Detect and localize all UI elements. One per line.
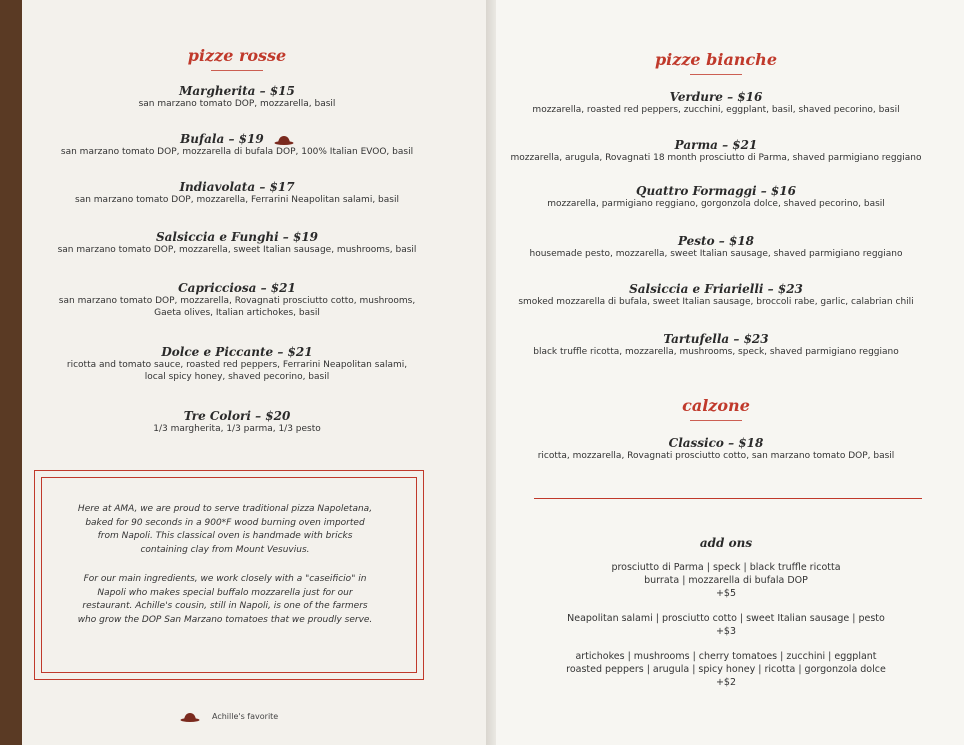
hat-icon (180, 712, 200, 722)
item-description-cont: Gaeta olives, Italian artichokes, basil (154, 308, 320, 318)
hat-icon (274, 135, 294, 145)
item-price: $16 (737, 90, 763, 104)
item-price: $18 (728, 234, 755, 248)
menu-item: Dolce e Piccante – $21 ricotta and tomato sauce, roasted red peppers, Ferrarini Neapolitan salami, local spicy honey, shaved pecorino, basil (22, 345, 452, 383)
item-description: mozzarella, arugula, Rovagnati 18 month prosciutto di Parma, shaved parmigiano reggiano (510, 153, 922, 163)
addon-group (496, 612, 956, 638)
menu-item: Parma – $21 mozzarella, arugula, Rovagnati 18 month prosciutto di Parma, shaved parmigiano reggiano (496, 138, 936, 164)
item-price: $16 (770, 184, 796, 198)
addon-price: +$5 (715, 588, 737, 599)
item-name: Tartufella (663, 332, 730, 346)
section-divider (534, 498, 922, 499)
item-name: Capricciosa (178, 281, 257, 295)
item-description: mozzarella, parmigiano reggiano, gorgonzola dolce, shaved pecorino, basil (547, 199, 885, 209)
item-description: san marzano tomato DOP, mozzarella, basil (138, 99, 336, 109)
item-name: Salsiccia e Friarielli (629, 282, 764, 296)
item-description: housemade pesto, mozzarella, sweet Italian sausage, shaved parmigiano reggiano (529, 249, 903, 259)
menu-item: Salsiccia e Friarielli – $23 smoked mozzarella di bufala, sweet Italian sausage, broccoli rabe, garlic, calabrian chili (496, 282, 936, 308)
about-paragraph-1: Here at AMA, we are proud to serve traditional pizza Napoletana, baked for 90 seconds in a 900*F wood burning oven imported from Napoli. This classical oven is handmade with bricks containing clay from Mount Vesuvius. (77, 504, 373, 555)
section-title: pizze rosse (187, 46, 287, 65)
item-name: Salsiccia e Funghi (155, 230, 279, 244)
title-underline (690, 74, 742, 75)
addons-title: add ons (699, 536, 753, 550)
menu-item: Pesto – $18 housemade pesto, mozzarella, sweet Italian sausage, shaved parmigiano reggiano (496, 234, 936, 260)
item-name: Bufala (180, 132, 225, 146)
item-name: Dolce e Piccante (161, 345, 274, 359)
item-name: Classico (668, 436, 724, 450)
item-description: san marzano tomato DOP, mozzarella, sweet Italian sausage, mushrooms, basil (57, 245, 417, 255)
item-name: Verdure (669, 90, 723, 104)
about-box (34, 470, 424, 680)
menu-item: Margherita – $15 san marzano tomato DOP, mozzarella, basil (22, 84, 452, 110)
item-description-cont: local spicy honey, shaved pecorino, basil (144, 372, 330, 382)
menu-item: Indiavolata – $17 san marzano tomato DOP, mozzarella, Ferrarini Neapolitan salami, basil (22, 180, 452, 206)
addon-line: prosciutto di Parma | speck | black truffle ricotta (611, 562, 841, 573)
item-name: Margherita (179, 84, 256, 98)
item-price: $21 (287, 345, 313, 359)
menu-item: Salsiccia e Funghi – $19 san marzano tomato DOP, mozzarella, sweet Italian sausage, mushrooms, basil (22, 230, 452, 256)
menu-item: Tre Colori – $20 1/3 margherita, 1/3 parma, 1/3 pesto (22, 409, 452, 435)
section-title: calzone (682, 396, 750, 415)
addon-group (496, 561, 956, 600)
item-name: Parma (674, 138, 718, 152)
about-paragraph-2: For our main ingredients, we work closely with a "caseificio" in Napoli who makes special buffalo mozzarella just for our restaurant. Achille's cousin, still in Napoli, is one of the farmers who grow the DOP San Marzano tomatoes that we proudly serve. (77, 574, 373, 625)
item-description: black truffle ricotta, mozzarella, mushrooms, speck, shaved parmigiano reggiano (533, 347, 899, 357)
title-underline (690, 420, 742, 421)
item-description: ricotta and tomato sauce, roasted red peppers, Ferrarini Neapolitan salami, (66, 360, 408, 370)
item-description: smoked mozzarella di bufala, sweet Italian sausage, broccoli rabe, garlic, calabrian chili (518, 297, 914, 307)
item-price: $20 (265, 409, 291, 423)
item-price: $21 (732, 138, 758, 152)
item-name: Tre Colori (183, 409, 251, 423)
addon-line: roasted peppers | arugula | spicy honey | ricotta | gorgonzola dolce (566, 664, 886, 675)
section-title: pizze bianche (654, 50, 777, 69)
item-description: 1/3 margherita, 1/3 parma, 1/3 pesto (153, 424, 321, 434)
item-description: san marzano tomato DOP, mozzarella, Ferrarini Neapolitan salami, basil (75, 195, 399, 205)
item-description: ricotta, mozzarella, Rovagnati prosciutto cotto, san marzano tomato DOP, basil (537, 451, 895, 461)
item-price: $15 (269, 84, 295, 98)
menu-page-left (22, 0, 492, 745)
pizze-rosse-header (22, 46, 452, 71)
addon-price: +$2 (715, 677, 737, 688)
item-price: $23 (777, 282, 803, 296)
menu-item: Quattro Formaggi – $16 mozzarella, parmigiano reggiano, gorgonzola dolce, shaved pecorino, basil (496, 184, 936, 210)
menu-item: Tartufella – $23 black truffle ricotta, mozzarella, mushrooms, speck, shaved parmigiano reggiano (496, 332, 936, 358)
item-price: $19 (238, 132, 264, 146)
item-description: san marzano tomato DOP, mozzarella di bufala DOP, 100% Italian EVOO, basil (60, 147, 414, 157)
item-name: Quattro Formaggi (636, 184, 757, 198)
item-name: Indiavolata (179, 180, 256, 194)
calzone-header (496, 396, 936, 421)
item-price: $23 (743, 332, 769, 346)
pizze-bianche-header (496, 50, 936, 75)
menu-item: Capricciosa – $21 san marzano tomato DOP, mozzarella, Rovagnati prosciutto cotto, mushrooms, Gaeta olives, Italian artichokes, basil (22, 281, 452, 319)
menu-item: Verdure – $16 mozzarella, roasted red peppers, zucchini, eggplant, basil, shaved pecorino, basil (496, 90, 936, 116)
item-price: $17 (269, 180, 295, 194)
legend-text: Achille's favorite (212, 712, 279, 721)
menu-item: Bufala – $19 san marzano tomato DOP, mozzarella di bufala DOP, 100% Italian EVOO, basil (22, 132, 452, 158)
item-price: $19 (292, 230, 319, 244)
addon-group (496, 650, 956, 689)
title-underline (211, 70, 263, 71)
item-name: Pesto (677, 234, 715, 248)
item-price: $21 (270, 281, 296, 295)
menu-page-right (496, 0, 964, 745)
addon-line: Neapolitan salami | prosciutto cotto | sweet Italian sausage | pesto (567, 613, 885, 624)
item-description: san marzano tomato DOP, mozzarella, Rovagnati prosciutto cotto, mushrooms, (58, 296, 416, 306)
addon-price: +$3 (715, 626, 737, 637)
addon-line: artichokes | mushrooms | cherry tomatoes | zucchini | eggplant (575, 651, 877, 662)
menu-item: Classico – $18 ricotta, mozzarella, Rovagnati prosciutto cotto, san marzano tomato DOP, basil (496, 436, 936, 462)
item-price: $18 (738, 436, 764, 450)
item-description: mozzarella, roasted red peppers, zucchini, eggplant, basil, shaved pecorino, basil (532, 105, 900, 115)
addon-line: burrata | mozzarella di bufala DOP (644, 575, 808, 586)
